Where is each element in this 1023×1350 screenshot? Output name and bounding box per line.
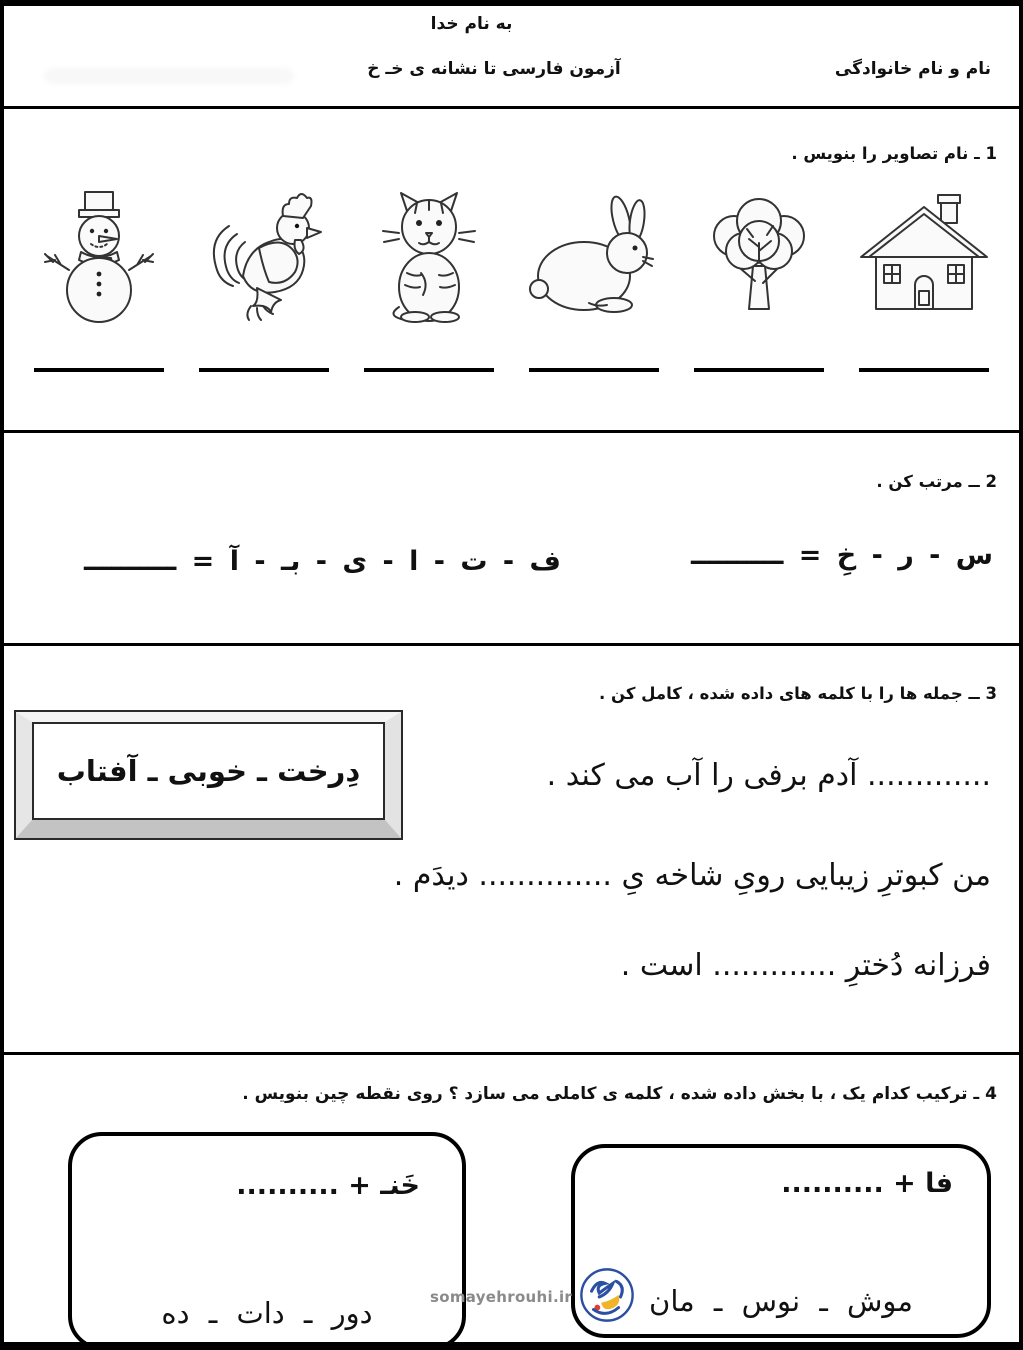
header-divider <box>4 106 1019 109</box>
letter-ordering-item-2: ف - ت - ا - ی - بـ - آ = ــــــــــ <box>84 546 561 577</box>
word-bank-frame <box>16 712 401 838</box>
bismillah-text: به نام خدا <box>430 14 513 34</box>
section4-title: 4 ـ ترکیب کدام یک ، با بخش داده شده ، کلمه ی کاملی می سازد ؟ روی نقطه چین بنویس . <box>242 1084 997 1104</box>
picture-row <box>16 186 1007 326</box>
section2-title: 2 ــ مرتب کن . <box>876 472 997 491</box>
letter-ordering-item-1: س - ر - خِ = ــــــــــ <box>691 540 993 571</box>
answer-blank <box>694 368 824 372</box>
section3-divider <box>4 1052 1019 1055</box>
answer-blank <box>199 368 329 372</box>
combination-options: دور ـ دات ـ ده <box>161 1296 373 1330</box>
section2-divider <box>4 643 1019 646</box>
site-logo-icon <box>578 1266 636 1328</box>
section1-divider <box>4 430 1019 433</box>
fill-in-sentence-2: من کبوترِ زیبایی رویِ شاخه یِ .............. دیدَم . <box>393 858 991 893</box>
combination-options: موش ـ نوس ـ مان <box>649 1284 913 1318</box>
fill-in-sentence-1: ............. آدم برفی را آب می کند . <box>546 758 991 793</box>
answer-blank <box>859 368 989 372</box>
answer-blank <box>529 368 659 372</box>
fill-in-sentence-3: فرزانه دُخترِ ............. است . <box>620 948 991 983</box>
combination-box-khan <box>68 1132 466 1350</box>
test-title: آزمون فارسی تا نشانه ی خـ خ <box>367 59 621 79</box>
tree-image <box>677 186 842 326</box>
snowman-image <box>16 186 181 326</box>
site-url-text: somayehrouhi.ir <box>430 1288 573 1306</box>
rooster-image <box>181 186 346 326</box>
rabbit-image <box>511 186 676 326</box>
answer-blank <box>34 368 164 372</box>
combination-stem: خَنـ + .......... <box>236 1170 420 1201</box>
word-bank-words: دِرخت ـ خوبی ـ آفتاب <box>32 722 385 820</box>
section1-title: 1 ـ نام تصاویر را بنویس . <box>791 144 997 163</box>
site-watermark <box>430 1266 636 1328</box>
student-name-label: نام و نام خانوادگی <box>834 59 991 79</box>
combination-stem: فا + .......... <box>781 1168 953 1199</box>
section3-title: 3 ــ جمله ها را با کلمه های داده شده ، کامل کن . <box>598 684 997 703</box>
house-image <box>842 186 1007 326</box>
scan-artifact <box>44 68 294 84</box>
answer-blank <box>364 368 494 372</box>
cat-image <box>346 186 511 326</box>
answer-blanks-row <box>16 368 1007 372</box>
